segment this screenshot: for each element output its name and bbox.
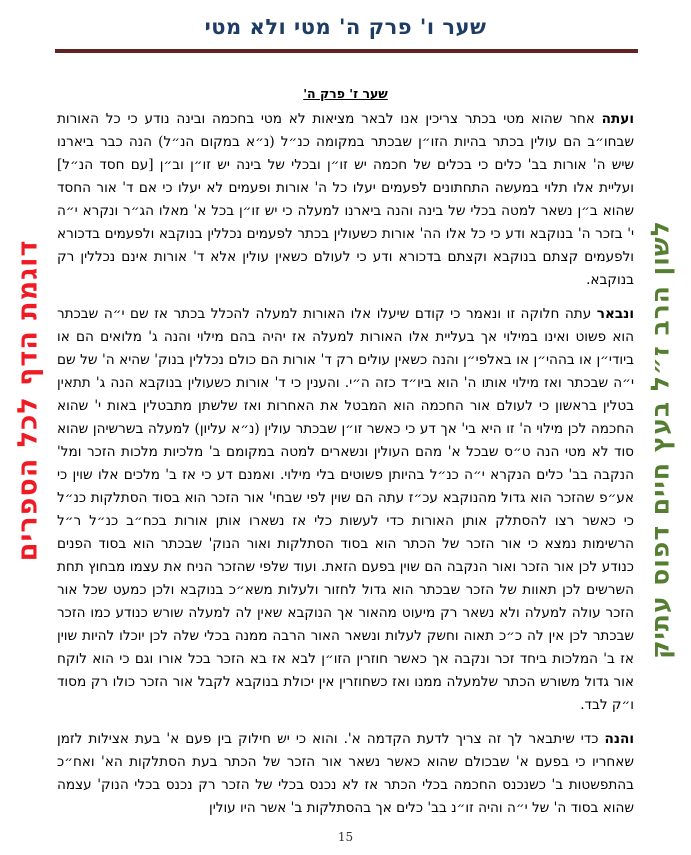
paragraph-1-text: אחר שהוא מטי בכתר צריכין אנו לבאר מציאות לא מטי בחכמה ובינה נודע כי כל האורות שבחו״ב הם עולין בכתר בהיות הזו״ן שבכתר במקומה כנ״ל (נ״א במקום הנ״ל) הנה כבר ביארנו שיש ה' אורות בב' כלים כי בכלים של חכמה יש זו״ן ובכלי של בינה יש זו״ן וב״ן [עם חסד הנ״ל] ועליית אלו תלוי במעשה התחתונים לפעמים יעלו כל ה' אורות ופעמים לא יעלו כי אם ד' אור החסד שהוא ב״ן נשאר למטה בכלי של בינה והנה ביארנו למעלה כי יש זו״ן בכל א' מאלו הג״ר ונקרא י״ה י' בזכר ה' בנוקבא ודע כי כל אלו הה' אורות כשעולין בכתר לפעמים נכללין בנוקבא ולפעמים בדכורא ולפעמים קצתם בנוקבא וקצתם בדכורא ודע כי לעולם כשאין עולין אלא ד' אורות אינם נכללין רק בנוקבא. <box>57 111 634 288</box>
paragraph-1-lead-word: ועתה <box>601 111 634 127</box>
paragraph-3-lead-word: והנה <box>604 731 634 747</box>
body-text-block <box>57 108 634 831</box>
right-margin-vertical-label: לשון הרב ז״ל בעץ חיים דפוס עתיק <box>645 220 675 659</box>
paragraph-2 <box>57 303 634 717</box>
title-divider-rule <box>55 49 638 53</box>
paragraph-1 <box>57 108 634 292</box>
paragraph-2-lead-word: ונבאר <box>596 306 634 322</box>
page-title: שער ו' פרק ה' מטי ולא מטי <box>204 14 487 39</box>
page-number: 15 <box>337 830 354 844</box>
left-margin-vertical-label: דוגמת הדף לכל הספרים <box>12 239 44 562</box>
paragraph-3 <box>57 728 634 820</box>
paragraph-2-text: עתה חלוקה זו ונאמר כי קודם שיעלו אלו האורות למעלה להכלל בכתר אז שם י״ה שבכתר הוא פשוט ואינו במילוי אך בעליית אלו האורות למעלה אז יהיה בהם מילוי והנה ג' מלואים הם או ביודי״ן או בההי״ן או באלפי״ן והנה כשאין עולים רק ד' אורות הם כולם נכללין בנוק' שהיא ה' של שם י״ה שבכתר ואז מילוי אותו ה' הוא ביו״ד כזה ה״י. והענין כי ד' אורות כשעולין בנוקבא הנה ג' תתאין בטלין בראשון כי לעולם אור החכמה הוא המבטל את האחרות ואז שלשתן מתבטלין באות י' שהוא החכמה לכן מילוי ה' זו היא בי' אך דע כי כאשר זו״ן שבכתר עולין (נ״א עליון) למעלה בשרשיהן שהוא סוד לא מטי הנה ט״ס שבכל א' מהם העולין ונשארים למטה במקומם ב' מלכיות מלכות הזכר ומל' הנקבה בב' כלים הנקרא י״ה כנ״ל בהיותן פשוטים בלי מילוי. ואמנם דע כי אז ב' מלכים אלו שוין כי אע״פ שהזכר הוא גדול מהנוקבא עכ״ז עתה הם שוין לפי שבחי' אור הזכר הוא בסוד הסתלקות כנ״ל כי כאשר רצו להסתלק אותן האורות כדי לעשות כלי אז נשארו אותן אורות בכח״ב כנ״ל ר״ל הרשימות נמצא כי אור הזכר של הכתר הוא בסוד הסתלקות ואור הנוק' שבכתר הוא בסוד הפנים כנודע לכן אור הזכר ואור הנקבה הם שוין בפעם הזאת. ועוד שלפי שהזכר הניח את עצמו מבחוץ תחת השרשים לכן תאוות של הזכר שבכתר הוא גדול לחזור ולעלות משא״כ בנוקבא ולכן כמעט שכל אור הזכר עולה למעלה ולא נשאר רק מיעוט מהאור אך הנוקבא שאין לה למעלה שורש כנודע כמו הזכר שבכתר לכן אין לה כ״כ תאוה וחשק לעלות ונשאר האור הרבה ממנה בכלי שלה לכן יוכלו להיות שוין אז ב' המלכות ביחד זכר ונקבה אך כאשר חוזרין הזו״ן לבא אז בא הזכר בכל אורו וגם כי הוא לוקח אור גדול משורש הכתר שלמעלה ממנו ואז כשחוזרין אין יכולת בנוקבא לקבל אור הזכר כולו רק מסוד ו״ק לבד. <box>57 306 634 713</box>
section-header: שער ז' פרק ה' <box>303 86 388 101</box>
paragraph-3-text: כדי שיתבאר לך זה צריך לדעת הקדמה א'. והוא כי יש חילוק בין פעם א' בעת אצילות לזמן שאחריו כי בפעם א' שבכולם שהוא כאשר נשאר אור הזכר של הכתר בעת הסתלקות הא' ואח״כ בהתפשטות ב' כשנכנס החכמה בכלי הכתר אז לא נכנס בכלי של הזכר רק נכנס בכלי הנוק' עצמה שהוא בסוד ה' של י״ה והיה זו״נ בב' כלים אך בהסתלקות ב' אשר היו עולין <box>57 731 634 816</box>
